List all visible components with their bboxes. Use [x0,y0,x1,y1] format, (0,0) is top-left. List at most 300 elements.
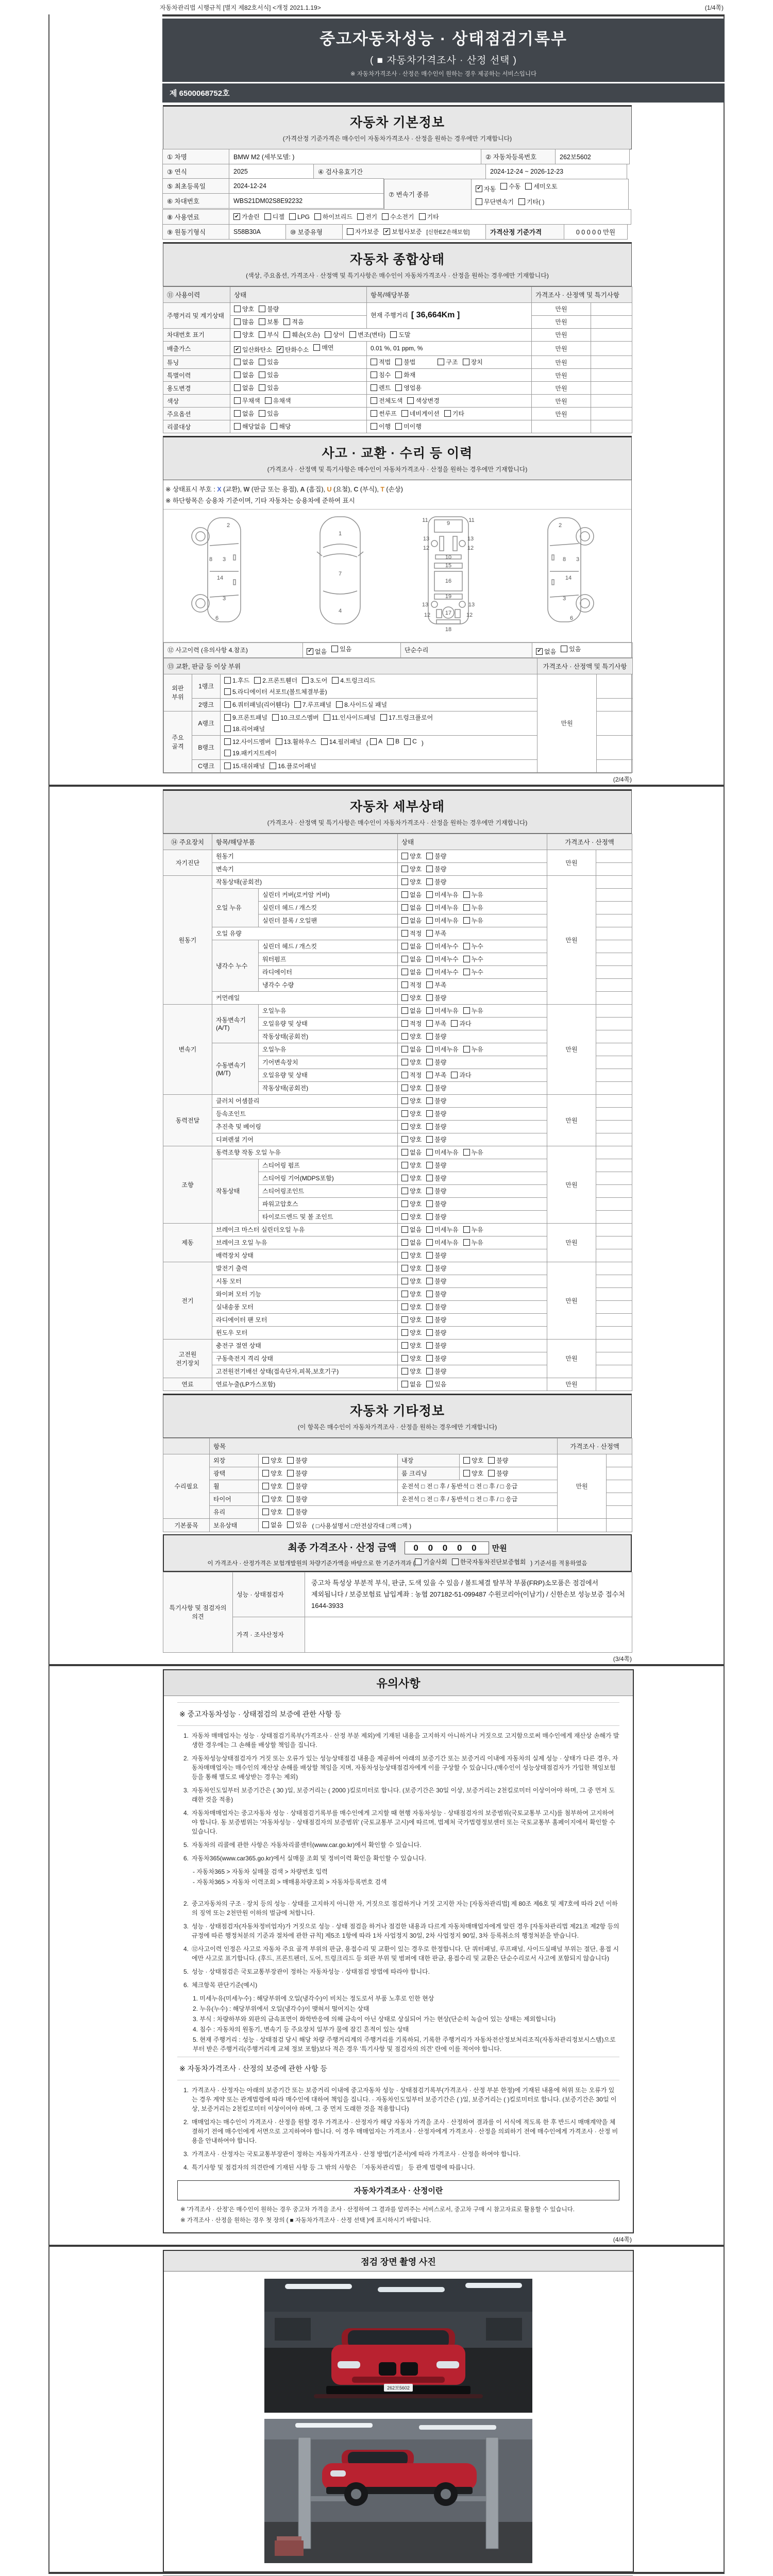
checkbox-box[interactable] [426,943,433,950]
checkbox-box[interactable] [426,1059,433,1065]
checkbox-box[interactable] [488,1457,495,1464]
checkbox-box[interactable] [224,714,231,721]
checkbox-일산화탄소[interactable] [234,345,272,354]
checkbox-12.사이드멤버[interactable] [224,737,271,746]
checkbox-box[interactable] [234,331,241,338]
checkbox-box[interactable] [383,228,390,235]
checkbox-box[interactable] [525,183,532,190]
checkbox-없음[interactable] [536,647,556,656]
checkbox-양호[interactable] [401,1277,422,1285]
checkbox-box[interactable] [401,1213,408,1220]
checkbox-box[interactable] [500,183,507,190]
checkbox-미세누유[interactable] [426,1006,458,1015]
checkbox-없음[interactable] [401,1006,422,1015]
checkbox-C[interactable] [404,738,417,745]
checkbox-box[interactable] [444,410,451,417]
checkbox-불량[interactable] [426,1187,446,1195]
checkbox-불량[interactable] [488,1456,508,1465]
checkbox-미세누유[interactable] [426,1225,458,1234]
checkbox-누유[interactable] [463,1148,483,1157]
checkbox-box[interactable] [262,1470,269,1477]
checkbox-box[interactable] [357,213,364,220]
checkbox-box[interactable] [401,1020,408,1027]
checkbox-구조[interactable] [438,358,458,366]
checkbox-box[interactable] [262,1521,269,1528]
checkbox-box[interactable] [332,677,339,684]
checkbox-불량[interactable] [426,1302,446,1311]
checkbox-box[interactable] [463,1046,470,1053]
checkbox-한국자동차진단보증협회[interactable] [452,1557,526,1566]
checkbox-많음[interactable] [234,317,254,326]
checkbox-box[interactable] [276,738,282,745]
checkbox-box[interactable] [463,917,470,924]
checkbox-양호[interactable] [401,1328,422,1337]
checkbox-box[interactable] [401,1149,408,1156]
checkbox-box[interactable] [401,1110,408,1117]
checkbox-양호[interactable] [401,1096,422,1105]
checkbox-불량[interactable] [426,1290,446,1298]
checkbox-양호[interactable] [401,993,422,1002]
checkbox-box[interactable] [371,371,377,378]
checkbox-box[interactable] [401,1239,408,1246]
checkbox-없음[interactable] [401,1045,422,1054]
checkbox-있음[interactable] [259,383,279,392]
checkbox-box[interactable] [426,1239,433,1246]
checkbox-box[interactable] [234,318,241,325]
checkbox-box[interactable] [401,994,408,1001]
checkbox-없음[interactable] [401,942,422,951]
checkbox-불량[interactable] [426,1161,446,1170]
checkbox-box[interactable] [426,1149,433,1156]
checkbox-색상변경[interactable] [407,396,439,405]
checkbox-19.패키지트레이[interactable] [224,749,277,757]
checkbox-box[interactable] [426,1033,433,1040]
checkbox-box[interactable] [426,981,433,988]
checkbox-box[interactable] [463,969,470,975]
checkbox-box[interactable] [426,866,433,872]
checkbox-box[interactable] [349,331,356,338]
checkbox-box[interactable] [401,930,408,937]
checkbox-적정[interactable] [401,929,422,938]
checkbox-양호[interactable] [401,877,422,886]
checkbox-box[interactable] [287,1457,294,1464]
checkbox-box[interactable] [401,1084,408,1091]
checkbox-불량[interactable] [426,1058,446,1066]
checkbox-수소전기[interactable] [382,212,414,221]
checkbox-box[interactable] [463,956,470,962]
checkbox-이행[interactable] [371,422,391,431]
checkbox-상이[interactable] [325,330,345,339]
checkbox-부족[interactable] [426,1071,446,1079]
checkbox-불량[interactable] [426,865,446,873]
checkbox-box[interactable] [254,677,261,684]
checkbox-화재[interactable] [395,370,415,379]
checkbox-box[interactable] [234,384,241,391]
checkbox-없음[interactable] [234,358,254,366]
checkbox-있음[interactable] [259,370,279,379]
checkbox-box[interactable] [401,1291,408,1297]
checkbox-누유[interactable] [463,903,483,912]
checkbox-box[interactable] [426,904,433,911]
checkbox-box[interactable] [401,1046,408,1053]
checkbox-box[interactable] [404,738,411,745]
checkbox-box[interactable] [561,646,567,652]
checkbox-box[interactable] [426,1175,433,1181]
checkbox-box[interactable] [287,1483,294,1489]
checkbox-box[interactable] [264,213,271,220]
checkbox-box[interactable] [426,1084,433,1091]
checkbox-부식[interactable] [259,330,279,339]
checkbox-box[interactable] [463,359,469,365]
checkbox-불량[interactable] [426,1083,446,1092]
checkbox-4.트렁크리드[interactable] [332,676,375,685]
checkbox-해당[interactable] [271,422,291,431]
checkbox-box[interactable] [401,1136,408,1143]
checkbox-box[interactable] [370,738,377,745]
checkbox-box[interactable] [401,904,408,911]
checkbox-가솔린[interactable] [233,212,260,221]
checkbox-box[interactable] [224,725,231,732]
checkbox-있음[interactable] [426,1380,446,1388]
checkbox-양호[interactable] [234,330,254,339]
checkbox-box[interactable] [259,306,265,312]
checkbox-box[interactable] [463,943,470,950]
checkbox-자가보증[interactable] [347,227,379,236]
checkbox-box[interactable] [314,213,321,220]
checkbox-box[interactable] [401,1175,408,1181]
checkbox-box[interactable] [463,1457,470,1464]
checkbox-없음[interactable] [234,383,254,392]
checkbox-불량[interactable] [426,1264,446,1273]
checkbox-미세누유[interactable] [426,1238,458,1247]
checkbox-box[interactable] [371,384,377,391]
checkbox-변조(변타)[interactable] [349,330,385,339]
checkbox-양호[interactable] [401,1354,422,1363]
checkbox-box[interactable] [395,423,402,430]
checkbox-네비게이션[interactable] [401,409,440,418]
checkbox-box[interactable] [415,1558,422,1565]
checkbox-적정[interactable] [401,1019,422,1028]
checkbox-box[interactable] [283,318,290,325]
checkbox-무채색[interactable] [234,396,260,405]
checkbox-7.루프패널[interactable] [294,700,331,709]
checkbox-불량[interactable] [426,852,446,860]
checkbox-양호[interactable] [463,1469,483,1478]
checkbox-양호[interactable] [401,1187,422,1195]
checkbox-box[interactable] [234,306,241,312]
checkbox-box[interactable] [387,738,394,745]
checkbox-box[interactable] [401,1123,408,1130]
checkbox-양호[interactable] [262,1482,282,1490]
checkbox-box[interactable] [536,648,543,655]
checkbox-box[interactable] [259,410,265,417]
checkbox-box[interactable] [426,969,433,975]
checkbox-box[interactable] [401,1188,408,1194]
checkbox-양호[interactable] [401,1135,422,1144]
checkbox-렌트[interactable] [371,383,391,392]
checkbox-box[interactable] [259,384,265,391]
checkbox-box[interactable] [224,738,231,745]
checkbox-미세누수[interactable] [426,968,458,976]
checkbox-box[interactable] [401,956,408,962]
checkbox-누수[interactable] [463,942,483,951]
checkbox-box[interactable] [451,1020,458,1027]
checkbox-적음[interactable] [283,317,304,326]
checkbox-box[interactable] [395,384,402,391]
checkbox-box[interactable] [234,359,241,365]
checkbox-box[interactable] [426,1007,433,1014]
checkbox-유채색[interactable] [265,396,291,405]
checkbox-box[interactable] [307,648,313,655]
checkbox-적법[interactable] [371,358,391,366]
checkbox-box[interactable] [224,677,231,684]
checkbox-box[interactable] [289,213,296,220]
checkbox-box[interactable] [426,917,433,924]
checkbox-미세누유[interactable] [426,916,458,925]
checkbox-없음[interactable] [234,370,254,379]
checkbox-양호[interactable] [401,1161,422,1170]
checkbox-양호[interactable] [401,1122,422,1131]
checkbox-있음[interactable] [259,358,279,366]
checkbox-box[interactable] [259,359,265,365]
checkbox-불량[interactable] [426,1251,446,1260]
checkbox-영업용[interactable] [395,383,422,392]
checkbox-box[interactable] [336,701,343,708]
checkbox-누수[interactable] [463,968,483,976]
checkbox-15.대쉬패널[interactable] [224,761,265,770]
checkbox-box[interactable] [426,1123,433,1130]
checkbox-box[interactable] [371,359,377,365]
checkbox-없음[interactable] [401,1380,422,1388]
checkbox-불량[interactable] [426,1174,446,1182]
checkbox-box[interactable] [234,423,241,430]
checkbox-box[interactable] [401,1355,408,1362]
checkbox-불량[interactable] [426,877,446,886]
checkbox-없음[interactable] [401,955,422,963]
checkbox-도말[interactable] [390,330,410,339]
checkbox-box[interactable] [371,397,377,404]
checkbox-box[interactable] [262,1483,269,1489]
checkbox-box[interactable] [426,1252,433,1259]
checkbox-불량[interactable] [426,1212,446,1221]
checkbox-보통[interactable] [259,317,279,326]
checkbox-양호[interactable] [262,1469,282,1478]
checkbox-box[interactable] [426,1291,433,1297]
checkbox-box[interactable] [371,410,377,417]
checkbox-불량[interactable] [426,1328,446,1337]
checkbox-있음[interactable] [561,645,581,653]
checkbox-누유[interactable] [463,1006,483,1015]
checkbox-불량[interactable] [426,1096,446,1105]
checkbox-미세누유[interactable] [426,903,458,912]
checkbox-box[interactable] [463,1226,470,1233]
checkbox-과다[interactable] [451,1071,471,1079]
checkbox-11.인사이드패널[interactable] [324,713,376,722]
checkbox-box[interactable] [426,1381,433,1387]
checkbox-box[interactable] [234,346,241,353]
checkbox-불량[interactable] [426,1315,446,1324]
checkbox-양호[interactable] [401,1199,422,1208]
checkbox-14.필러패널[interactable] [321,737,362,746]
checkbox-box[interactable] [234,397,241,404]
checkbox-불량[interactable] [426,1341,446,1350]
checkbox-보험사보증[interactable] [383,227,422,236]
checkbox-box[interactable] [325,331,331,338]
checkbox-미이행[interactable] [395,422,422,431]
checkbox-box[interactable] [426,1278,433,1284]
checkbox-장치[interactable] [463,358,483,366]
checkbox-box[interactable] [463,904,470,911]
checkbox-box[interactable] [401,1162,408,1168]
checkbox-box[interactable] [407,397,414,404]
checkbox-box[interactable] [401,917,408,924]
checkbox-누유[interactable] [463,1045,483,1054]
checkbox-불량[interactable] [287,1456,307,1465]
checkbox-디젤[interactable] [264,212,284,221]
checkbox-box[interactable] [401,1226,408,1233]
checkbox-양호[interactable] [401,1315,422,1324]
checkbox-누유[interactable] [463,916,483,925]
checkbox-없음[interactable] [401,1238,422,1247]
checkbox-미세누수[interactable] [426,942,458,951]
checkbox-box[interactable] [426,1213,433,1220]
checkbox-box[interactable] [463,891,470,898]
checkbox-box[interactable] [401,1072,408,1078]
checkbox-box[interactable] [401,1252,408,1259]
checkbox-box[interactable] [426,1226,433,1233]
checkbox-box[interactable] [224,688,231,695]
checkbox-불량[interactable] [426,993,446,1002]
checkbox-6.쿼터패널(리어휀다)[interactable] [224,700,290,709]
checkbox-box[interactable] [234,410,241,417]
checkbox-기술사회[interactable] [415,1557,447,1566]
checkbox-box[interactable] [287,1521,294,1528]
checkbox-있음[interactable] [287,1520,307,1529]
checkbox-box[interactable] [463,1239,470,1246]
checkbox-box[interactable] [426,1355,433,1362]
checkbox-box[interactable] [419,213,426,220]
checkbox-box[interactable] [476,185,482,192]
checkbox-B[interactable] [387,738,399,745]
checkbox-box[interactable] [426,853,433,859]
checkbox-양호[interactable] [401,865,422,873]
checkbox-box[interactable] [313,344,320,351]
checkbox-양호[interactable] [401,852,422,860]
checkbox-불량[interactable] [426,1354,446,1363]
checkbox-하이브리드[interactable] [314,212,352,221]
checkbox-불량[interactable] [287,1469,307,1478]
checkbox-box[interactable] [426,1110,433,1117]
checkbox-2.프론트휀더[interactable] [254,676,297,685]
checkbox-없음[interactable] [401,1225,422,1234]
checkbox-box[interactable] [259,318,265,325]
checkbox-box[interactable] [321,738,328,745]
checkbox-부족[interactable] [426,929,446,938]
checkbox-box[interactable] [401,1278,408,1284]
checkbox-box[interactable] [488,1470,495,1477]
checkbox-불량[interactable] [287,1482,307,1490]
checkbox-box[interactable] [426,1329,433,1336]
checkbox-기타[interactable] [444,409,464,418]
checkbox-box[interactable] [224,750,231,756]
checkbox-불량[interactable] [426,1277,446,1285]
checkbox-불량[interactable] [426,1109,446,1118]
checkbox-box[interactable] [401,1200,408,1207]
checkbox-누유[interactable] [463,1225,483,1234]
checkbox-box[interactable] [401,1033,408,1040]
checkbox-box[interactable] [401,981,408,988]
checkbox-16.플로어패널[interactable] [270,761,316,770]
checkbox-box[interactable] [426,956,433,962]
checkbox-box[interactable] [271,423,277,430]
checkbox-box[interactable] [426,930,433,937]
checkbox-box[interactable] [380,714,387,721]
checkbox-box[interactable] [224,762,231,769]
checkbox-box[interactable] [371,423,377,430]
checkbox-10.크로스멤버[interactable] [272,713,319,722]
checkbox-box[interactable] [347,228,354,235]
checkbox-box[interactable] [401,410,408,417]
checkbox-미세누수[interactable] [426,955,458,963]
checkbox-box[interactable] [259,331,265,338]
checkbox-box[interactable] [401,969,408,975]
checkbox-box[interactable] [426,1303,433,1310]
checkbox-box[interactable] [294,701,301,708]
checkbox-불법[interactable] [395,358,415,366]
checkbox-box[interactable] [401,1303,408,1310]
checkbox-box[interactable] [233,213,240,220]
checkbox-불량[interactable] [426,1367,446,1376]
checkbox-box[interactable] [426,1072,433,1078]
checkbox-적정[interactable] [401,1071,422,1079]
checkbox-box[interactable] [262,1496,269,1502]
checkbox-box[interactable] [262,1457,269,1464]
checkbox-불량[interactable] [426,1032,446,1041]
checkbox-양호[interactable] [401,1058,422,1066]
checkbox-누수[interactable] [463,955,483,963]
checkbox-양호[interactable] [262,1456,282,1465]
checkbox-box[interactable] [426,1097,433,1104]
checkbox-box[interactable] [401,1368,408,1375]
checkbox-box[interactable] [234,371,241,378]
checkbox-box[interactable] [401,1059,408,1065]
checkbox-자동[interactable] [476,184,496,193]
checkbox-양호[interactable] [401,1174,422,1182]
checkbox-box[interactable] [283,331,290,338]
checkbox-있음[interactable] [331,645,351,653]
checkbox-적정[interactable] [401,980,422,989]
checkbox-9.프론트패널[interactable] [224,713,267,722]
checkbox-불량[interactable] [426,1122,446,1131]
checkbox-box[interactable] [272,714,279,721]
checkbox-box[interactable] [331,646,338,652]
checkbox-불량[interactable] [259,304,279,313]
checkbox-불량[interactable] [287,1495,307,1503]
checkbox-불량[interactable] [287,1507,307,1516]
checkbox-box[interactable] [518,198,525,205]
checkbox-box[interactable] [426,1046,433,1053]
checkbox-box[interactable] [438,359,444,365]
checkbox-box[interactable] [463,1470,470,1477]
checkbox-box[interactable] [390,331,397,338]
checkbox-box[interactable] [426,878,433,885]
checkbox-box[interactable] [426,1188,433,1194]
checkbox-불량[interactable] [426,1135,446,1144]
checkbox-양호[interactable] [463,1456,483,1465]
checkbox-box[interactable] [270,762,276,769]
checkbox-box[interactable] [287,1496,294,1502]
checkbox-부족[interactable] [426,980,446,989]
